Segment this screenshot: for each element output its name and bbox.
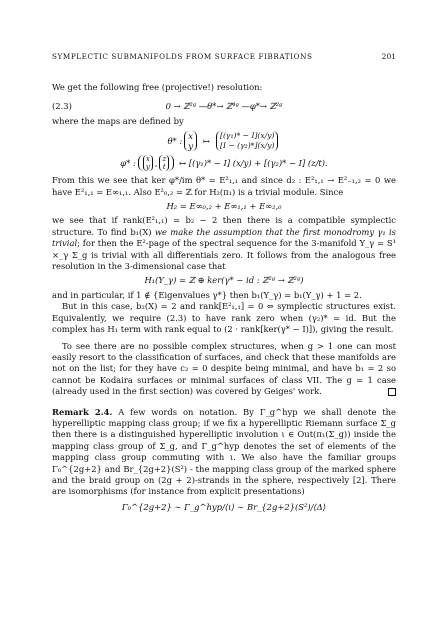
equation-h1-body: H₁(Y_γ) = ℤ ⊕ ker(γ* − id : ℤ²ᵍ → ℤ²ᵍ): [144, 275, 304, 286]
phi-lhs: φ* :: [120, 157, 136, 168]
maps-to-arrow: ↦: [202, 135, 210, 146]
equation-isomorphisms: [52, 502, 396, 513]
phi-input-pair: x y , z t: [138, 155, 174, 171]
remark-text: A few words on notation. By Γ_g^hyp we shall denote the hyperelliptic mapping class group; if we fix a hyperelliptic Riemann surface Σ_g then there is a distinguished hyperelliptic involution ι ∈ Out(π₁(Σ_g)) inside the mapping class group of Σ_g, and Γ_g^hyp denotes the set of elements of the mapping class group commuting with ι. We also have the familiar groups Γ₀^{2g+2} and Br_{2g+2}(S²) - the mapping class group of the marked sphere and the braid group on (2g + 2)-strands in the sphere, respectively [2]. There are isomorphisms (for instance from explicit presentations): [52, 406, 396, 497]
theta-input-y: y: [188, 141, 193, 152]
phi-input-zt: z t: [159, 155, 169, 171]
theta-input-x: x: [188, 131, 193, 142]
paragraph-compatible-structure: [52, 215, 396, 272]
equation-h2: [52, 201, 396, 212]
para2-end: ; for then the E²-page of the spectral sequence for the 3-manifold Y_γ = S¹ ×_γ Σ_g is trivial with all differentials zero. It follows from the analogous free resolution in the 3-dimensional case that: [52, 238, 396, 272]
page-number: 201: [381, 52, 396, 61]
remark-label: Remark 2.4.: [52, 406, 113, 417]
paragraph-complex-structures: [52, 341, 396, 398]
equation-label: (2.3): [52, 101, 72, 112]
page-body: [52, 82, 396, 513]
para2-assumption: we make the assumption that the first monodromy γ₁ is trivial: [52, 226, 396, 249]
phi-input-xy: x y: [143, 155, 153, 171]
equation-isomorphisms-body: Γ₀^{2g+2} ∼ Γ_g^hyp/⟨ι⟩ ∼ Br_{2g+2}(S²)/⟨Δ⟩: [121, 501, 327, 512]
theta-output-top: [(γ₁)* − I](x/y): [220, 131, 275, 141]
equation-2-3-body: 0 → ℤ²ᵍ —θ*→ ℤ⁴ᵍ —φ*→ ℤ²ᵍ: [165, 101, 283, 112]
theta-output-bottom: [I − (γ₂)*](x/y): [220, 141, 275, 151]
para5-text: To see there are no possible complex structures, when g > 1 one can most easily resort to the classification of surfaces, and check that these manifolds are not on the list; for they have c₂ = 0 despite being minimal, and have b₁ = 2 so cannot be Kodaira surfaces or minimal surfaces of class VII. The g = 1 case (already used in the first section) was covered by Geiges' work.: [52, 340, 396, 397]
phi-map-definition: [52, 155, 396, 171]
paragraph-rank-zero: But in this case, b₂(X) = 2 and rank[E²₁,₁] = 0 ⇔ symplectic structures exist. Equivalently, we require (2.3) to have rank zero when (γ₂)* = id. But the complex has H₁ term with rank equal to (2 · rank[ker(γ* − I)]), giving the result.: [52, 301, 396, 335]
intro-line: We get the following free (projective!) resolution:: [52, 82, 263, 92]
maps-defined-line: where the maps are defined by: [52, 115, 184, 126]
theta-map-definition: [52, 131, 396, 151]
theta-lhs: θ* :: [167, 135, 183, 146]
equation-h2-body: H₂ = E∞₀,₂ + E∞₁,₁ + E∞₂,₀: [166, 201, 282, 212]
running-title: SYMPLECTIC SUBMANIFOLDS FROM SURFACE FIBRATIONS: [52, 52, 313, 61]
running-header: [52, 52, 396, 61]
para2-start: we see that if rank(E²₁,₁) = b₂ − 2 then there is a compatible symplectic structure. To find b₁(X): [52, 215, 396, 237]
qed-symbol: [388, 388, 396, 396]
phi-rhs: ↦ [(γ₁)* − I] (x/y) + [(γ₂)* − I] (z/t).: [179, 157, 328, 168]
equation-2-3: [52, 101, 396, 112]
remark-2-4: [52, 407, 396, 498]
paragraph-eigenvalues: and in particular, if 1 ∉ {Eigenvalues γ*} then b₁(Y_γ) = b₁(Y_γ) + 1 = 2.: [52, 289, 362, 300]
equation-h1: [52, 275, 396, 286]
theta-input-vector: [184, 131, 197, 151]
paragraph-kernel: From this we see that ker φ*/im θ* = E²₁,₁ and since d₂ : E²₁,₁ → E²₋₁,₂ = 0 we have E²₁,₁ = E∞₁,₁. Also E²₀,₂ = ℤ for H₂(π₁) is a trivial module. Since: [52, 175, 396, 197]
theta-output-vector: [216, 131, 278, 151]
